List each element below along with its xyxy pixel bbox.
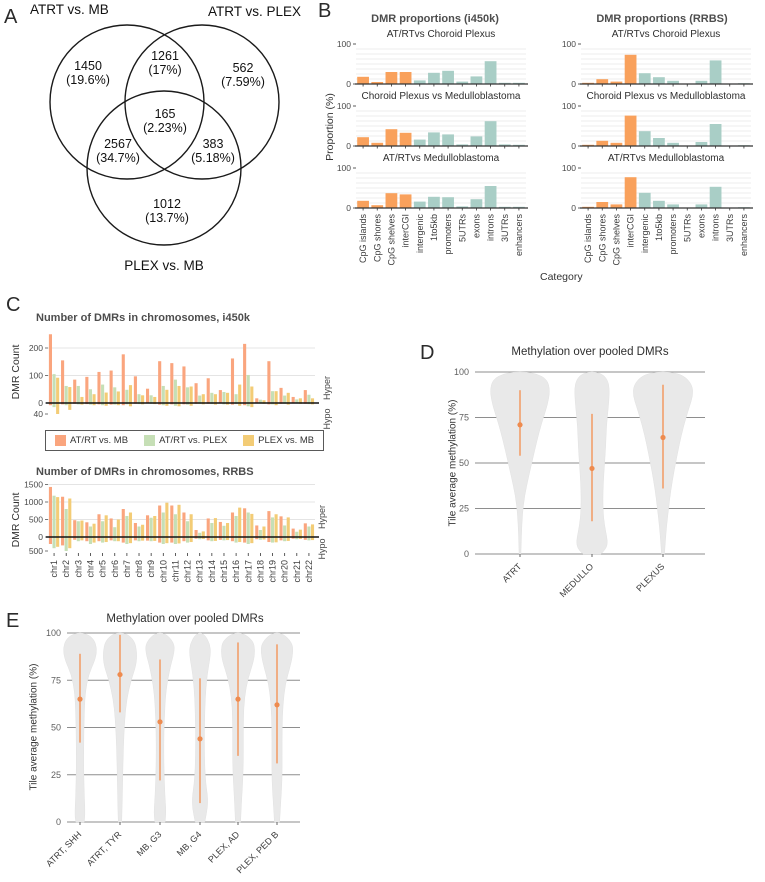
svg-text:100: 100 — [28, 370, 43, 381]
svg-text:CpG shelves: CpG shelves — [386, 214, 397, 266]
svg-text:100: 100 — [336, 163, 351, 173]
b-i450k-subtitle-3: AT/RTvs Medulloblastoma — [382, 153, 500, 164]
svg-text:PLEX, PED B: PLEX, PED B — [234, 829, 281, 876]
svg-text:0: 0 — [38, 398, 43, 408]
svg-text:50: 50 — [50, 722, 61, 733]
c-rrbs-hyper-label: Hyper — [317, 504, 327, 530]
c-i450k-hypo-label: Hypo — [322, 408, 332, 430]
svg-text:promoters: promoters — [668, 214, 679, 255]
svg-text:0: 0 — [55, 817, 61, 827]
svg-text:2567: 2567 — [104, 137, 132, 151]
svg-text:chr4: chr4 — [85, 560, 96, 578]
svg-text:chr14: chr14 — [206, 560, 217, 583]
b-right-title: DMR proportions (RRBS) — [596, 13, 728, 25]
svg-text:chr11: chr11 — [170, 560, 181, 582]
panel-c-label: C — [6, 294, 21, 316]
svg-text:intergenic: intergenic — [414, 214, 425, 254]
svg-text:100: 100 — [336, 39, 351, 49]
legend-item-atrt-mb — [55, 435, 128, 446]
svg-text:(13.7%): (13.7%) — [145, 211, 189, 225]
b-xlabel: Category — [540, 271, 583, 283]
svg-text:chr19: chr19 — [267, 560, 278, 583]
panel-e-label: E — [6, 610, 20, 632]
legend-label-atrt-plex: AT/RT vs. PLEX — [159, 435, 228, 446]
svg-text:1to5kb: 1to5kb — [653, 214, 664, 242]
b-ylabel: Proportion (%) — [324, 93, 336, 161]
svg-text:chr7: chr7 — [121, 560, 132, 578]
svg-text:promoters: promoters — [443, 214, 454, 255]
svg-text:ATRT: ATRT — [500, 561, 524, 585]
svg-text:(17%): (17%) — [148, 63, 182, 77]
svg-text:0: 0 — [571, 141, 576, 151]
svg-text:chr10: chr10 — [158, 560, 169, 583]
legend-label-atrt-mb: AT/RT vs. MB — [70, 435, 129, 446]
e-title: Methylation over pooled DMRs — [106, 613, 264, 625]
svg-text:200: 200 — [28, 343, 43, 353]
svg-text:PLEX, AD: PLEX, AD — [206, 829, 242, 865]
c-rrbs-ylabel: DMR Count — [10, 492, 22, 548]
svg-text:100: 100 — [45, 628, 61, 638]
legend-item-plex-mb — [243, 435, 314, 446]
svg-text:1500: 1500 — [24, 479, 43, 490]
svg-text:25: 25 — [458, 503, 469, 514]
svg-text:1450: 1450 — [74, 59, 102, 73]
svg-text:CpG islands: CpG islands — [583, 214, 594, 264]
b-rrbs-subtitle-2: Choroid Plexus vs Medulloblastoma — [586, 91, 746, 102]
d-title: Methylation over pooled DMRs — [511, 346, 669, 358]
svg-text:introns: introns — [710, 214, 721, 242]
c-i450k-title: Number of DMRs in chromosomes, i450k — [36, 312, 250, 324]
svg-text:3UTRs: 3UTRs — [499, 214, 510, 243]
svg-text:75: 75 — [50, 675, 61, 686]
c-rrbs-hypo-label: Hypo — [317, 538, 327, 560]
dmr-chromosomes-rrbs-chart — [20, 480, 380, 605]
svg-text:PLEX vs. MB: PLEX vs. MB — [124, 258, 204, 273]
svg-text:0: 0 — [346, 79, 351, 89]
svg-text:chr17: chr17 — [243, 560, 254, 583]
svg-text:3UTRs: 3UTRs — [724, 214, 735, 243]
svg-text:ATRT vs. PLEX: ATRT vs. PLEX — [208, 4, 302, 19]
svg-text:0: 0 — [463, 549, 469, 559]
svg-text:MB, G3: MB, G3 — [134, 829, 164, 858]
venn-diagram — [0, 0, 320, 285]
svg-text:chr6: chr6 — [109, 560, 120, 578]
svg-text:0: 0 — [571, 79, 576, 89]
svg-text:40: 40 — [33, 409, 43, 419]
svg-text:100: 100 — [336, 101, 351, 111]
svg-text:ATRT vs. MB: ATRT vs. MB — [30, 2, 109, 17]
panel-d-label: D — [420, 342, 435, 364]
svg-text:25: 25 — [50, 769, 61, 780]
b-i450k-subtitle-1: AT/RTvs Choroid Plexus — [386, 29, 496, 40]
svg-text:(19.6%): (19.6%) — [66, 73, 110, 87]
svg-text:chr1: chr1 — [49, 560, 60, 578]
b-left-title: DMR proportions (i450k) — [371, 13, 499, 25]
svg-text:0: 0 — [38, 532, 43, 542]
svg-text:(34.7%): (34.7%) — [96, 151, 140, 165]
dmr-chromosomes-i450k-chart — [20, 326, 380, 426]
svg-text:chr12: chr12 — [182, 560, 193, 583]
svg-text:chr2: chr2 — [61, 560, 72, 578]
legend-swatch-atrt-mb — [55, 435, 66, 446]
svg-text:CpG shores: CpG shores — [597, 214, 608, 263]
svg-text:chr15: chr15 — [218, 560, 229, 583]
svg-text:chr9: chr9 — [146, 560, 157, 578]
methylation-violin-d — [440, 360, 765, 610]
svg-text:intergenic: intergenic — [639, 214, 650, 254]
svg-text:100: 100 — [561, 39, 576, 49]
svg-text:0: 0 — [571, 203, 576, 213]
legend-swatch-atrt-plex — [144, 435, 155, 446]
svg-text:exons: exons — [696, 214, 707, 239]
dmr-proportions-rrbs-chart — [555, 38, 760, 285]
svg-text:0: 0 — [346, 141, 351, 151]
svg-text:100: 100 — [561, 101, 576, 111]
svg-text:enhancers: enhancers — [513, 214, 524, 257]
svg-text:5UTRs: 5UTRs — [682, 214, 693, 243]
svg-text:chr22: chr22 — [303, 560, 314, 583]
c-i450k-ylabel: DMR Count — [10, 344, 22, 400]
svg-text:MEDULLO: MEDULLO — [557, 561, 596, 600]
svg-text:enhancers: enhancers — [738, 214, 749, 257]
svg-text:PLEXUS: PLEXUS — [634, 561, 667, 594]
svg-text:75: 75 — [458, 412, 469, 423]
svg-text:5UTRs: 5UTRs — [457, 214, 468, 243]
svg-text:chr20: chr20 — [279, 560, 290, 583]
svg-text:CpG shores: CpG shores — [372, 214, 383, 263]
c-i450k-hyper-label: Hyper — [322, 375, 332, 401]
svg-text:chr16: chr16 — [231, 560, 242, 583]
svg-text:chr13: chr13 — [194, 560, 205, 583]
svg-text:interCGI: interCGI — [400, 214, 411, 248]
svg-text:CpG islands: CpG islands — [358, 214, 369, 264]
svg-text:MB, G4: MB, G4 — [174, 829, 204, 858]
svg-text:500: 500 — [28, 514, 43, 525]
svg-text:(5.18%): (5.18%) — [191, 151, 235, 165]
svg-text:(7.59%): (7.59%) — [221, 75, 265, 89]
svg-text:CpG shelves: CpG shelves — [611, 214, 622, 266]
svg-text:1000: 1000 — [24, 497, 43, 507]
svg-text:chr5: chr5 — [97, 560, 108, 578]
svg-text:chr3: chr3 — [73, 560, 84, 578]
b-rrbs-subtitle-1: AT/RTvs Choroid Plexus — [611, 29, 721, 40]
legend-label-plex-mb: PLEX vs. MB — [258, 435, 315, 446]
svg-text:interCGI: interCGI — [625, 214, 636, 248]
methylation-violin-e — [30, 626, 400, 878]
svg-text:introns: introns — [485, 214, 496, 242]
svg-text:exons: exons — [471, 214, 482, 239]
series-legend — [45, 430, 324, 451]
svg-text:100: 100 — [453, 367, 469, 377]
svg-text:1to5kb: 1to5kb — [428, 214, 439, 242]
svg-text:1012: 1012 — [153, 197, 181, 211]
panel-b-label: B — [318, 0, 332, 22]
svg-text:500: 500 — [28, 546, 43, 556]
svg-text:50: 50 — [458, 458, 469, 468]
svg-text:165: 165 — [154, 107, 176, 121]
svg-text:383: 383 — [202, 137, 224, 151]
c-rrbs-title: Number of DMRs in chromosomes, RRBS — [36, 466, 254, 478]
panel-a-label: A — [4, 6, 18, 28]
svg-text:chr8: chr8 — [134, 560, 145, 578]
svg-text:1261: 1261 — [151, 49, 179, 63]
svg-text:ATRT, SHH: ATRT, SHH — [44, 829, 84, 869]
d-ylabel: Tile average methylation (%) — [447, 399, 459, 527]
svg-text:ATRT, TYR: ATRT, TYR — [84, 829, 124, 868]
svg-text:(2.23%): (2.23%) — [143, 121, 187, 135]
svg-text:100: 100 — [561, 163, 576, 173]
e-ylabel: Tile average methylation (%) — [28, 663, 40, 791]
b-i450k-subtitle-2: Choroid Plexus vs Medulloblastoma — [361, 91, 521, 102]
legend-item-atrt-plex — [144, 435, 227, 446]
svg-text:562: 562 — [232, 61, 254, 75]
svg-text:chr18: chr18 — [255, 560, 266, 583]
svg-text:0: 0 — [346, 203, 351, 213]
dmr-proportions-i450k-chart — [330, 38, 535, 285]
legend-swatch-plex-mb — [243, 435, 254, 446]
svg-text:chr21: chr21 — [291, 560, 302, 583]
b-rrbs-subtitle-3: AT/RTvs Medulloblastoma — [607, 153, 725, 164]
